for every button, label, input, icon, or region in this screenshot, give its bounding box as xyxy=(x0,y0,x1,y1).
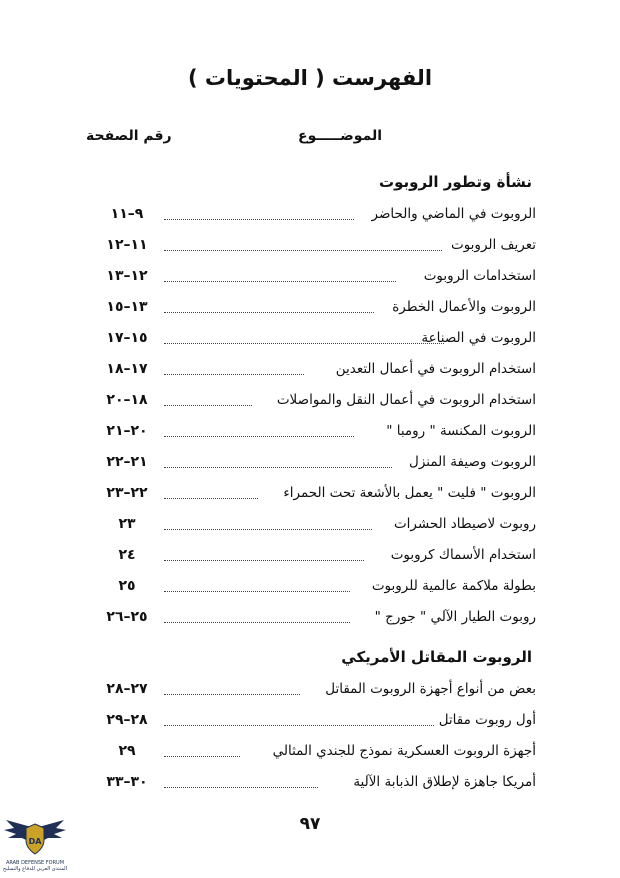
section-title: الروبوت المقاتل الأمريكي xyxy=(341,648,532,666)
toc-entry-title: روبوت لاصيطاد الحشرات xyxy=(393,516,536,532)
toc-entry-title: الروبوت " فليت " يعمل بالأشعة تحت الحمراء xyxy=(283,485,536,501)
toc-entry-pages: ٣٠–٣٣ xyxy=(106,774,148,790)
toc-entry-pages: ٢١–٢٢ xyxy=(106,454,148,470)
toc-entry[interactable] xyxy=(96,420,536,442)
toc-entry-title: الروبوت والأعمال الخطرة xyxy=(392,299,536,315)
toc-entry[interactable] xyxy=(96,265,536,287)
watermark-brand: ARAB DEFENSE FORUM xyxy=(5,860,65,866)
leader-dots xyxy=(164,477,258,499)
toc-entry-title: أمريكا جاهزة لإطلاق الذبابة الآلية xyxy=(353,774,536,790)
page-title: الفهرست ( المحتويات ) xyxy=(187,66,433,90)
toc-entry-title: استخدامات الروبوت xyxy=(423,268,536,284)
leader-dots xyxy=(164,260,396,282)
toc-entry-title: الروبوت المكنسة " رومبا " xyxy=(386,423,536,439)
subject-column-header: الموضـــــوع xyxy=(298,128,383,144)
toc-entry-title: بعض من أنواع أجهزة الروبوت المقاتل xyxy=(325,681,536,697)
leader-dots xyxy=(164,229,442,251)
toc-entry-pages: ٢٢–٢٣ xyxy=(106,485,148,501)
page-column-header: رقم الصفحة xyxy=(86,128,172,144)
leader-dots xyxy=(164,384,252,406)
leader-dots xyxy=(164,508,372,530)
toc-entry[interactable] xyxy=(96,740,536,762)
svg-text:DA: DA xyxy=(28,837,42,846)
leader-dots xyxy=(164,322,444,344)
toc-entry-title: بطولة ملاكمة عالمية للروبوت xyxy=(371,578,536,594)
toc-entry[interactable] xyxy=(96,482,536,504)
toc-entry[interactable] xyxy=(96,678,536,700)
toc-entry[interactable] xyxy=(96,389,536,411)
leader-dots xyxy=(164,673,300,695)
toc-entry[interactable] xyxy=(96,451,536,473)
watermark-logo xyxy=(0,814,70,878)
toc-entry-pages: ٢٧–٢٨ xyxy=(106,681,148,697)
toc-entry-title: استخدام الروبوت في أعمال النقل والمواصلات xyxy=(276,392,536,408)
toc-entry-title: روبوت الطيار الآلي " جورج " xyxy=(374,609,536,625)
toc-entry-pages: ٢٣ xyxy=(118,516,136,532)
toc-entry[interactable] xyxy=(96,234,536,256)
section-title: نشأة وتطور الروبوت xyxy=(379,173,532,191)
toc-entry-pages: ٢٤ xyxy=(118,547,136,563)
toc-entry[interactable] xyxy=(96,203,536,225)
toc-entry[interactable] xyxy=(96,513,536,535)
leader-dots xyxy=(164,766,318,788)
leader-dots xyxy=(164,446,392,468)
toc-entry[interactable] xyxy=(96,709,536,731)
leader-dots xyxy=(164,570,350,592)
leader-dots xyxy=(164,415,354,437)
toc-entry[interactable] xyxy=(96,606,536,628)
toc-entry-title: أجهزة الروبوت العسكرية نموذج للجندي المثالي xyxy=(272,743,536,759)
toc-entry-pages: ٢٩ xyxy=(118,743,136,759)
watermark-tagline: المنتدى العربي للدفاع والتسليح xyxy=(2,866,68,872)
page-number: ٩٧ xyxy=(299,814,321,834)
leader-dots xyxy=(164,291,374,313)
toc-entry-pages: ٢٨–٢٩ xyxy=(106,712,148,728)
leader-dots xyxy=(164,539,364,561)
toc-entry-pages: ٩–١١ xyxy=(110,206,144,222)
toc-entry[interactable] xyxy=(96,575,536,597)
leader-dots xyxy=(164,353,304,375)
leader-dots xyxy=(164,735,240,757)
toc-entry-title: أول روبوت مقاتل xyxy=(438,712,536,728)
winged-emblem-icon xyxy=(0,814,70,862)
toc-entry[interactable] xyxy=(96,358,536,380)
toc-entry-title: الروبوت في الصناعة xyxy=(421,330,536,346)
toc-entry-pages: ١٢–١٣ xyxy=(106,268,148,284)
toc-entry-pages: ٢٥–٢٦ xyxy=(106,609,148,625)
toc-entry[interactable] xyxy=(96,544,536,566)
toc-entry-title: استخدام الأسماك كروبوت xyxy=(390,547,536,563)
toc-entry-pages: ١٨–٢٠ xyxy=(106,392,148,408)
toc-entry-title: تعريف الروبوت xyxy=(450,237,536,253)
leader-dots xyxy=(164,704,434,726)
toc-entry-pages: ٢٥ xyxy=(118,578,136,594)
leader-dots xyxy=(164,601,350,623)
toc-entry-title: الروبوت وصيفة المنزل xyxy=(409,454,536,470)
toc-entry[interactable] xyxy=(96,296,536,318)
toc-entry[interactable] xyxy=(96,771,536,793)
toc-entry-pages: ١١–١٢ xyxy=(106,237,148,253)
toc-entry[interactable] xyxy=(96,327,536,349)
toc-entry-title: الروبوت في الماضي والحاضر xyxy=(371,206,536,222)
leader-dots xyxy=(164,198,354,220)
toc-entry-pages: ١٣–١٥ xyxy=(106,299,148,315)
toc-entry-pages: ٢٠–٢١ xyxy=(106,423,148,439)
toc-entry-title: استخدام الروبوت في أعمال التعدين xyxy=(335,361,536,377)
toc-entry-pages: ١٥–١٧ xyxy=(106,330,148,346)
toc-entry-pages: ١٧–١٨ xyxy=(106,361,148,377)
